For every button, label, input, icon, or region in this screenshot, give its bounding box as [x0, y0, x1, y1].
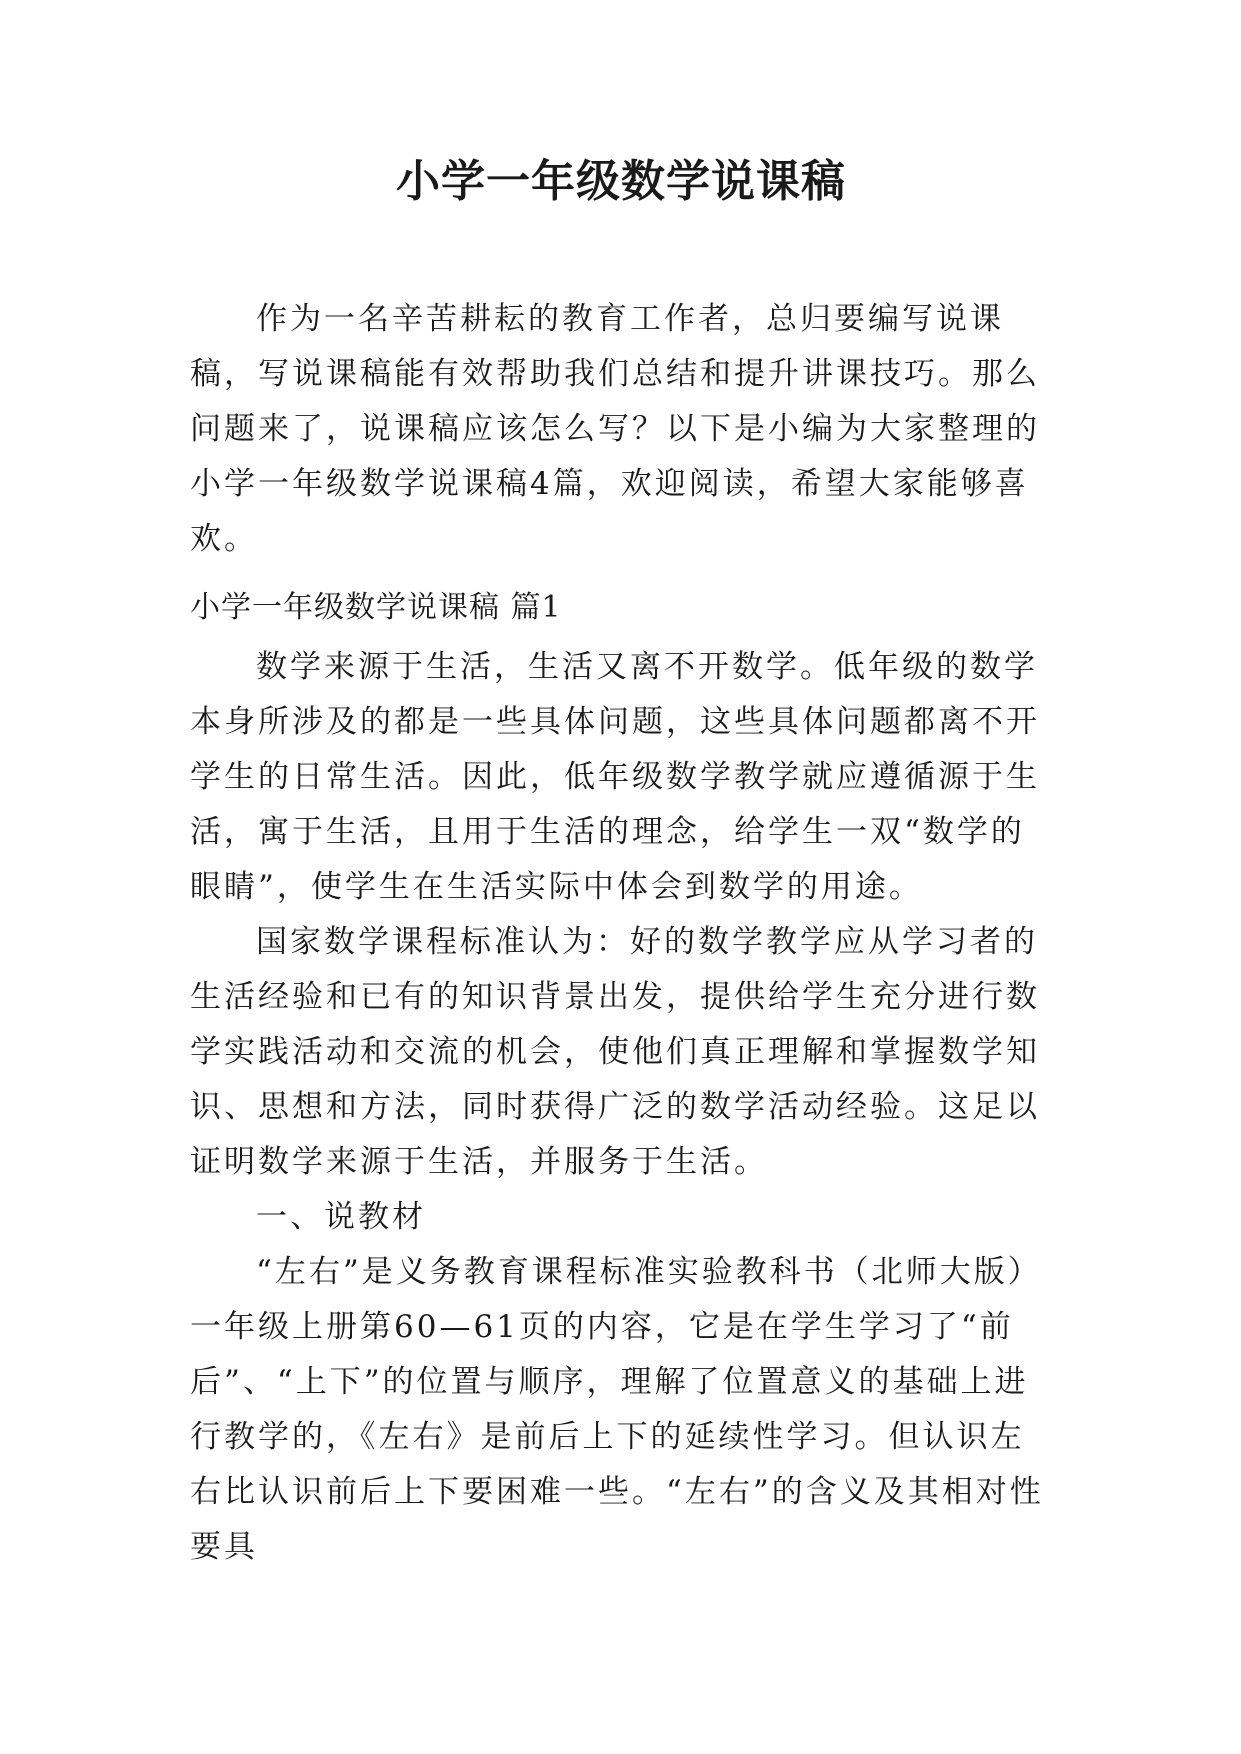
- body-paragraph: “左右”是义务教育课程标准实验教科书（北师大版）一年级上册第60—61页的内容，它是在学生学习了“前后”、“上下”的位置与顺序，理解了位置意义的基础上进行教学的，《左右》是前后上下的延续性学习。但认识左右比认识前后上下要困难一些。“左右”的含义及其相对性要具: [190, 1254, 1044, 1565]
- document-title: 小学一年级数学说课稿: [396, 156, 846, 207]
- subsection-heading: 一、说教材: [256, 1199, 426, 1235]
- intro-paragraph: 作为一名辛苦耕耘的教育工作者，总归要编写说课稿，写说课稿能有效帮助我们总结和提升讲课技巧。那么问题来了，说课稿应该怎么写？以下是小编为大家整理的小学一年级数学说课稿4篇，欢迎阅读，希望大家能够喜欢。: [190, 301, 1040, 557]
- body-paragraph: 国家数学课程标准认为：好的数学教学应从学习者的生活经验和已有的知识背景出发，提供给学生充分进行数学实践活动和交流的机会，使他们真正理解和掌握数学知识、思想和方法，同时获得广泛的数学活动经验。这足以证明数学来源于生活，并服务于生活。: [190, 924, 1040, 1180]
- section-heading: 小学一年级数学说课稿 篇1: [190, 590, 562, 625]
- section-body: [190, 640, 1052, 1575]
- document-page: [190, 0, 1052, 1754]
- body-paragraph: 数学来源于生活，生活又离不开数学。低年级的数学本身所涉及的都是一些具体问题，这些具体问题都离不开学生的日常生活。因此，低年级数学教学就应遵循源于生活，寓于生活，且用于生活的理念，给学生一双“数学的眼睛”，使学生在生活实际中体会到数学的用途。: [190, 649, 1040, 905]
